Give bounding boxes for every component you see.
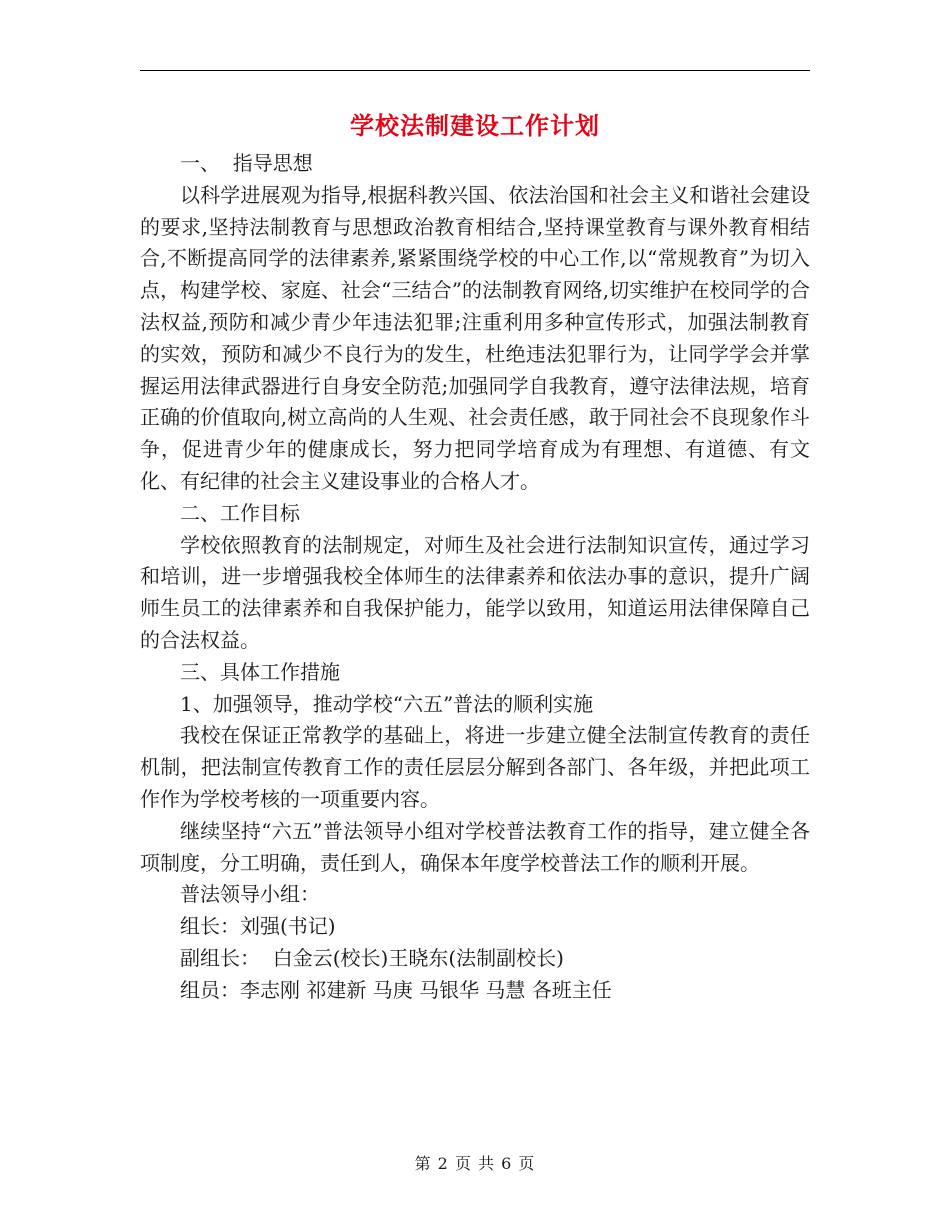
paragraph-work-goals: 学校依照教育的法制规定，对师生及社会进行法制知识宣传，通过学习和培训，进一步增强我校全体师生的法律素养和依法办事的意识，提升广阔师生员工的法律素养和自我保护能力，能学以致用，知道运用法律保障自己的合法权益。 (140, 532, 810, 652)
page-number: 第 2 页 共 6 页 (414, 1154, 536, 1173)
subheading-strengthen-leadership: 1、加强领导，推动学校“六五”普法的顺利实施 (180, 691, 594, 716)
group-members: 组员：李志刚 祁建新 马庚 马银华 马慧 各班主任 (180, 977, 612, 1002)
group-deputy: 副组长： 白金云(校长)王晓东(法制副校长) (180, 945, 564, 970)
section-heading-guiding-ideology: 一、 指导思想 (180, 151, 313, 175)
document-body (140, 148, 810, 1007)
section-heading-measures: 三、具体工作措施 (180, 659, 340, 684)
leadership-group-title: 普法领导小组： (180, 882, 320, 907)
paragraph-responsibility: 我校在保证正常教学的基础上，将进一步建立健全法制宣传教育的责任机制，把法制宣传教育工作的责任层层分解到各部门、各年级，并把此项工作作为学校考核的一项重要内容。 (140, 723, 810, 811)
section-heading-work-goals: 二、工作目标 (180, 500, 300, 525)
paragraph-leadership-group: 继续坚持“六五”普法领导小组对学校普法教育工作的指导，建立健全各项制度，分工明确，责任到人，确保本年度学校普法工作的顺利开展。 (140, 818, 810, 875)
document-title: 学校法制建设工作计划 (350, 111, 600, 140)
paragraph-guiding-ideology: 以科学进展观为指导,根据科教兴国、依法治国和社会主义和谐社会建设的要求,坚持法制教育与思想政治教育相结合,坚持课堂教育与课外教育相结合,不断提高同学的法律素养,紧紧围绕学校的中心工作,以“常规教育”为切入点，构建学校、家庭、社会“三结合”的法制教育网络,切实维护在校同学的合法权益,预防和减少青少年违法犯罪;注重利用多种宣传形式，加强法制教育的实效，预防和减少不良行为的发生，杜绝违法犯罪行为，让同学学会并掌握运用法律武器进行自身安全防范;加强同学自我教育，遵守法律法规，培育正确的价值取向,树立高尚的人生观、社会责任感，敢于同社会不良现象作斗争，促进青少年的健康成长，努力把同学培育成为有理想、有道德、有文化、有纪律的社会主义建设事业的合格人才。 (140, 182, 810, 493)
header-rule (140, 70, 810, 71)
group-leader: 组长：刘强(书记) (180, 914, 336, 939)
